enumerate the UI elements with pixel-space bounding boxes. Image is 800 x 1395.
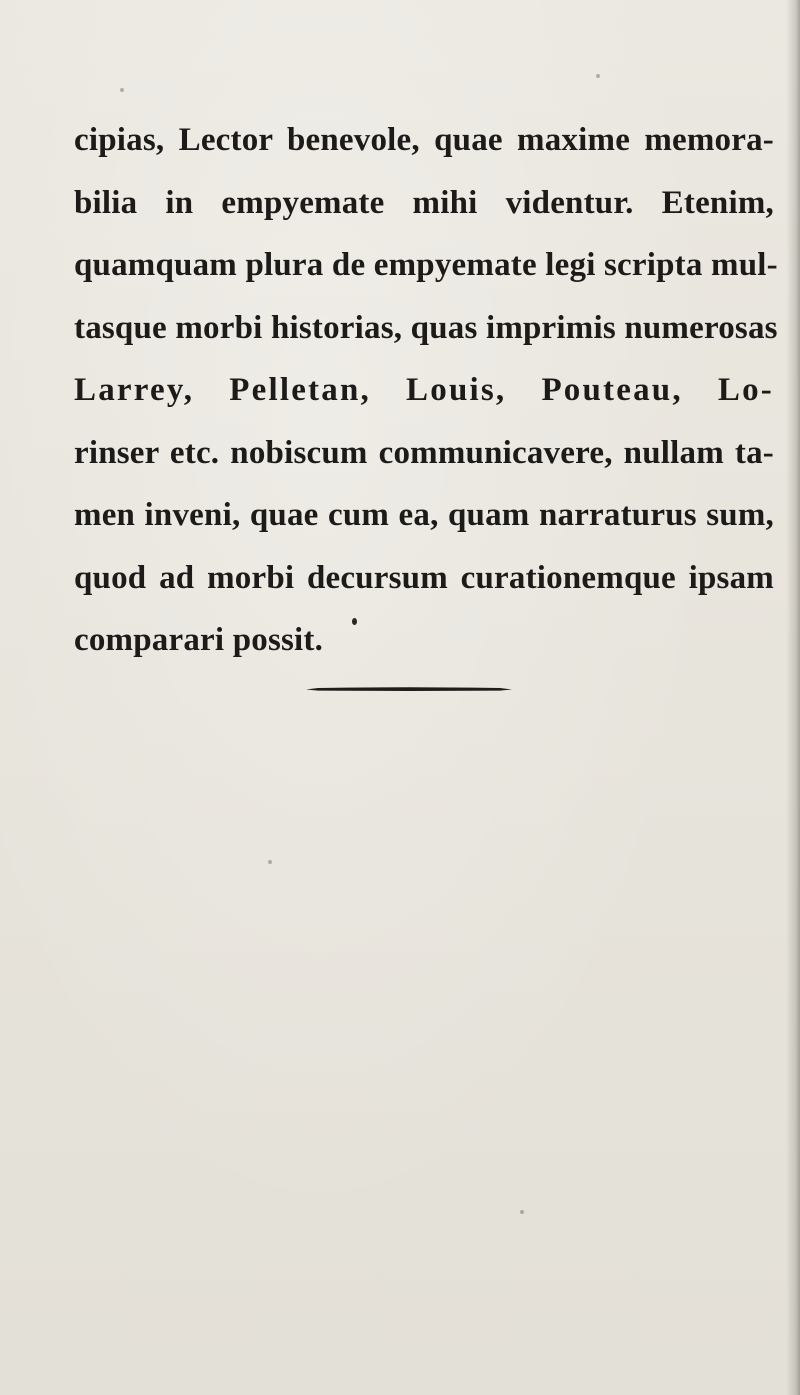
text-line: rinser etc. nobiscum communicavere, nullam ta- [74,434,774,471]
ornamental-rule [306,686,512,692]
paper-speck [268,860,272,864]
paper-speck [596,74,600,78]
text-line: comparari possit. [74,622,324,658]
paper-speck [120,88,124,92]
text-line: men inveni, quae cum ea, quam narraturus sum, [74,497,774,533]
text-line: quamquam plura de empyemate legi scripta mul- [74,247,778,283]
text-line: quod ad morbi decursum curationemque ipsam [74,559,774,596]
ink-dot [352,618,357,625]
text-line: cipias, Lector benevole, quae maxime memora- [74,122,774,158]
text-line: tasque morbi historias, quas imprimis numerosas [74,309,778,346]
text-line: bilia in empyemate mihi videntur. Etenim, [74,184,774,221]
body-text [74,122,778,687]
paper-speck [520,1210,524,1214]
page-edge-shadow [786,0,800,1395]
text-line: Larrey, Pelletan, Louis, Pouteau, Lo- [74,372,774,408]
